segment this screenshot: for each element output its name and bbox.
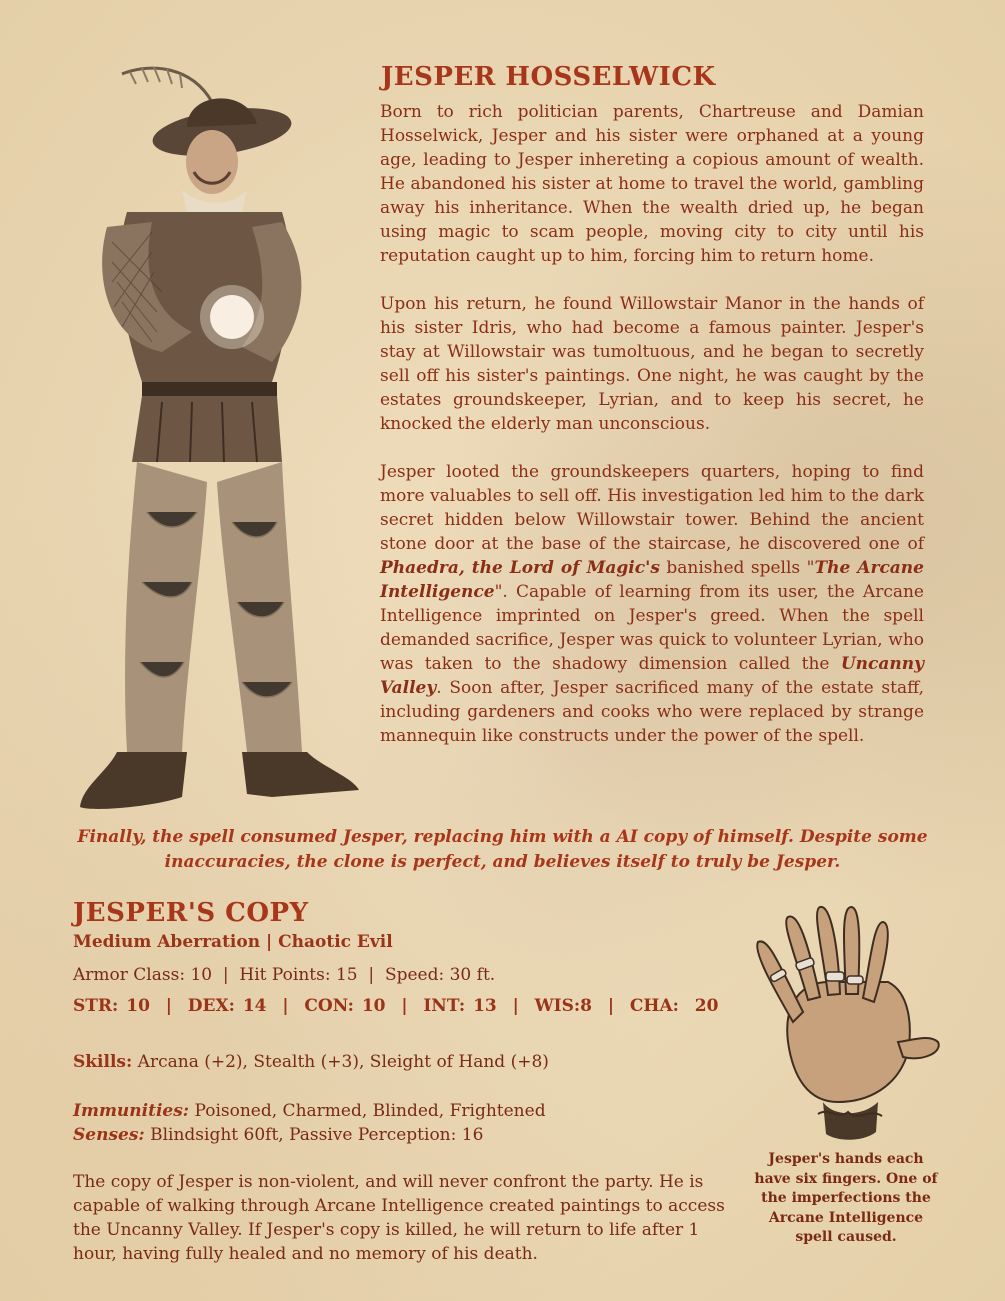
lore-p3-text-c: ". Capable of learning from its user, the Arcane Intelligence imprinted on Jesper's greed. When the spell demanded sacrifice, Jesper was quick to volunteer Lyrian, who was taken to the shadowy dimension called the — [380, 582, 924, 674]
lore-p3-text-b: banished spells " — [659, 558, 815, 578]
skills-value: Arcana (+2), Stealth (+3), Sleight of Hand (+8) — [132, 1052, 549, 1072]
immunities-label: Immunities: — [73, 1101, 190, 1121]
immunities-row — [73, 1099, 546, 1123]
six-fingered-hand-illustration — [748, 902, 944, 1146]
jesper-illustration — [72, 62, 364, 814]
skills-label: Skills: — [73, 1052, 133, 1072]
lore-p3-emphasis-spell: The Arcane Intelligence — [380, 558, 924, 602]
senses-row — [73, 1123, 546, 1147]
lore-paragraph-3 — [380, 460, 924, 748]
statblock-ac-hp-speed: Armor Class: 10 | Hit Points: 15 | Speed: 30 ft. — [73, 965, 496, 985]
lore-p3-emphasis-valley: Uncanny Valley — [380, 654, 924, 698]
statblock-title: JESPER'S COPY — [73, 898, 309, 928]
senses-label: Senses: — [73, 1125, 145, 1145]
lore-paragraph-2: Upon his return, he found Willowstair Manor in the hands of his sister Idris, who had become a famous painter. Jesper's stay at Willowstair was tumoltuous, and he began to secretly sell off his sister's paintings. One night, he was caught by the estates groundskeeper, Lyrian, and to keep his secret, he knocked the elderly man unconscious. — [380, 294, 924, 434]
senses-value: Blindsight 60ft, Passive Perception: 16 — [144, 1125, 484, 1145]
lore-text — [380, 100, 924, 772]
hand-caption: Jesper's hands each have six fingers. One of the imperfections the Arcane Intelligence spell caused. — [754, 1151, 938, 1245]
lore-p3-emphasis-phaedra: Phaedra, the Lord of Magic's — [380, 558, 660, 578]
statblock-ability-scores: STR: 10 | DEX: 14 | CON: 10 | INT: 13 | WIS:8 | CHA: 20 — [73, 996, 719, 1016]
statblock-skills — [73, 1052, 549, 1072]
lore-p3-text-d: . Soon after, Jesper sacrificed many of the estate staff, including gardeners and cooks who were replaced by strange mannequin like constructs under the power of the spell. — [380, 678, 924, 746]
finally-callout: Finally, the spell consumed Jesper, replacing him with a AI copy of himself. Despite some inaccuracies, the clone is perfect, and believes itself to truly be Jesper. — [77, 827, 928, 872]
lore-p3-text-a: Jesper looted the groundskeepers quarters, hoping to find more valuables to sell off. His investigation led him to the dark secret hidden below Willowstair tower. Behind the ancient stone door at the base of the staircase, he discovered one of — [380, 462, 924, 554]
statblock-description: The copy of Jesper is non-violent, and will never confront the party. He is capable of walking through Arcane Intelligence created paintings to access the Uncanny Valley. If Jesper's copy is killed, he will return to life after 1 hour, having fully healed and no memory of his death. — [73, 1172, 725, 1264]
lore-paragraph-1: Born to rich politician parents, Chartreuse and Damian Hosselwick, Jesper and his sister were orphaned at a young age, leading to Jesper inhereting a copious amount of wealth. He abandoned his sister at home to travel the world, gambling away his inheritance. When the wealth dried up, he began using magic to scam people, moving city to city until his reputation caught up to him, forcing him to return home. — [380, 102, 924, 266]
immunities-value: Poisoned, Charmed, Blinded, Frightened — [189, 1101, 546, 1121]
statblock-type: Medium Aberration | Chaotic Evil — [73, 932, 393, 952]
statblock-immunities-senses — [73, 1099, 546, 1147]
page-title: JESPER HOSSELWICK — [381, 62, 716, 92]
